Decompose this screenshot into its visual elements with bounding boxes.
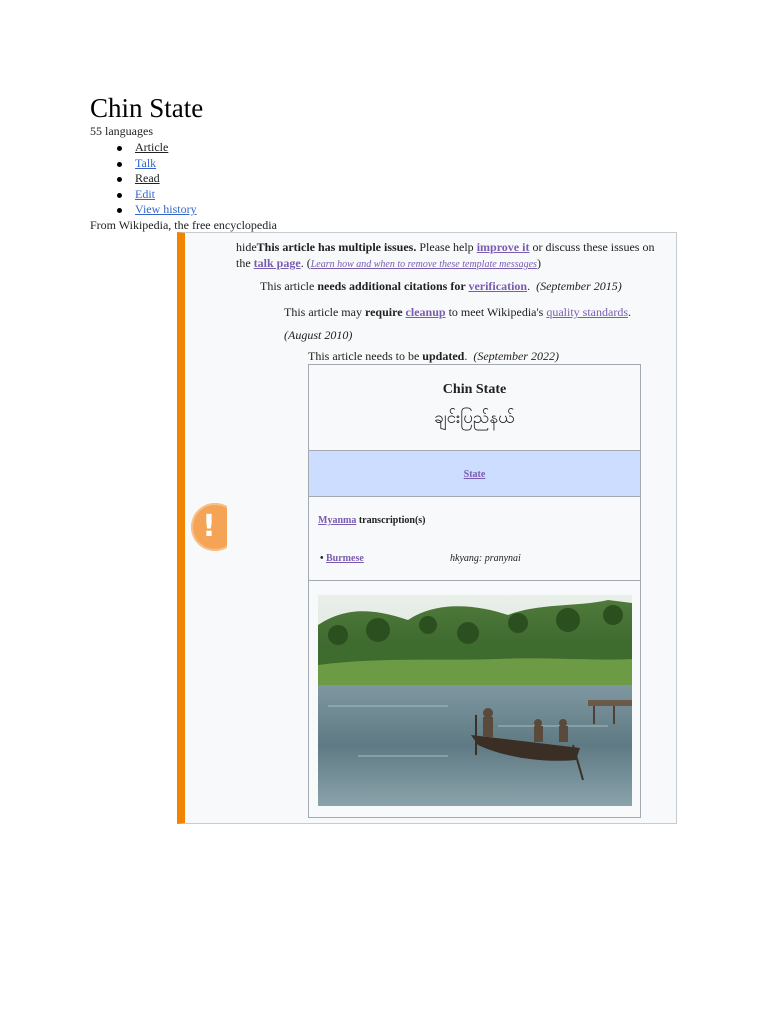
issue3-text: This article needs to be: [308, 349, 423, 363]
issues-text-3: . (: [300, 256, 311, 270]
tab-article-link[interactable]: Article: [135, 140, 169, 154]
issue1-bold: needs additional citations for: [317, 279, 469, 293]
issue1-date: (September 2015): [536, 279, 622, 293]
transcription-value: hkyang: pranynai: [450, 553, 521, 564]
transcription-label: transcription(s): [356, 515, 426, 526]
infobox-header: [309, 365, 640, 450]
issue2-text: This article may: [284, 305, 365, 319]
issue-update: [308, 348, 638, 364]
tab-view-history[interactable]: [90, 202, 197, 218]
learn-how-link[interactable]: Learn how and when to remove these template messages: [310, 259, 537, 270]
page-title: Chin State: [90, 93, 204, 123]
issue-cleanup: [284, 301, 634, 347]
infobox-name: Chin State: [442, 382, 507, 397]
issue3-date: (September 2022): [473, 349, 559, 363]
issue-citations: [260, 278, 670, 294]
issues-title: This article has multiple issues.: [256, 240, 417, 254]
issue2-dot: .: [628, 305, 631, 319]
issues-heading: [236, 239, 656, 273]
talk-page-link[interactable]: talk page: [253, 256, 301, 270]
quality-standards-link[interactable]: quality standards: [546, 305, 628, 319]
issue2-date: (August 2010): [284, 328, 353, 342]
language-selector[interactable]: 55 languages: [90, 124, 153, 138]
issues-text-2: or discuss these issues on the: [236, 240, 655, 270]
transcription-title: [318, 515, 426, 526]
tab-talk[interactable]: [90, 156, 197, 172]
tab-read[interactable]: [90, 171, 197, 187]
issue2-text-2: to meet Wikipedia's: [445, 305, 547, 319]
tab-view-history-link[interactable]: View history: [135, 202, 197, 217]
tagline: From Wikipedia, the free encyclopedia: [90, 218, 277, 232]
infobox-native-name: ချင်းပြည်နယ်: [434, 408, 515, 428]
issues-text: Please help: [416, 240, 477, 254]
improve-it-link[interactable]: improve it: [476, 240, 530, 254]
myanma-link[interactable]: Myanma: [318, 515, 357, 526]
issue1-dot: .: [527, 279, 531, 293]
verification-link[interactable]: verification: [468, 279, 528, 293]
hide-toggle[interactable]: hide: [236, 240, 257, 254]
issue3-dot: .: [464, 349, 468, 363]
cleanup-link[interactable]: cleanup: [405, 305, 446, 319]
tab-read-link[interactable]: Read: [135, 171, 160, 186]
state-link[interactable]: State: [463, 469, 486, 480]
tab-edit[interactable]: [90, 187, 197, 203]
infobox-transcriptions: [309, 497, 640, 581]
tab-edit-link[interactable]: Edit: [135, 186, 155, 201]
issue2-bold: require: [364, 305, 403, 319]
infobox-type: [309, 450, 640, 497]
issues-text-4: ): [536, 256, 541, 270]
river-boat-photo[interactable]: [318, 595, 632, 806]
issue3-bold: updated: [422, 349, 465, 363]
burmese-link[interactable]: Burmese: [326, 553, 364, 564]
issue1-text: This article: [260, 279, 318, 293]
tab-talk-link[interactable]: Talk: [135, 155, 157, 170]
warning-icon: !: [191, 503, 227, 551]
page-tabs: [90, 140, 197, 218]
infobox: [308, 364, 641, 818]
tab-article[interactable]: [90, 140, 197, 156]
transcription-language: • Burmese: [320, 553, 364, 564]
